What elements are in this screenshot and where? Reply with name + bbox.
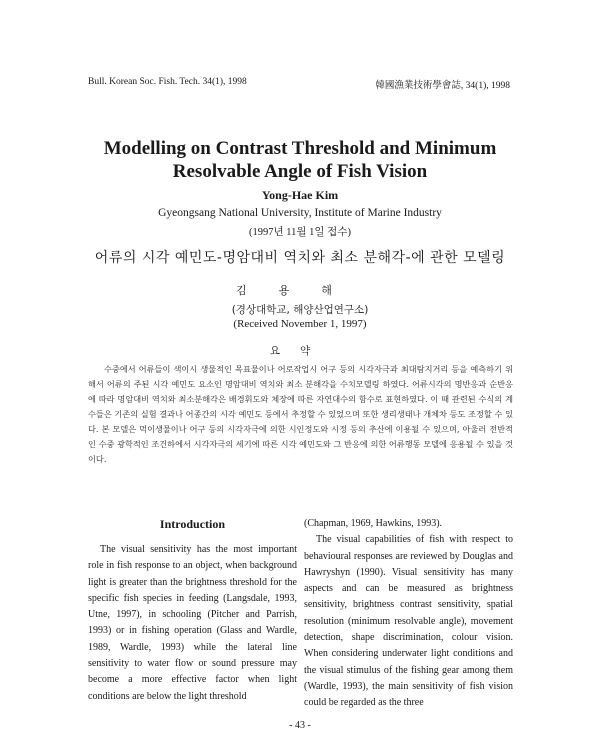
body-paragraph: The visual sensitivity has the most important role in fish response to an object, when background light is greater than the brightness threshold for the specific fish species in feeding (Langsdale, 1993, Utne, 1997), in schooling (Pitcher and Parrish, 1993) or in fishing operation (Glass and Wardle, 1989, Wardle, 1993) while the lateral line sensitivity to water flow or sound pressure may become a more effective factor when light conditions are below the light threshold: [88, 544, 297, 702]
received-date-korean: (1997년 11월 1일 접수): [249, 227, 351, 238]
body-column-left: [88, 516, 297, 705]
page-number: - 43 -: [289, 720, 311, 731]
body-paragraph: The visual capabilities of fish with respect to behavioural responses are reviewed by Douglas and Hawryshyn (1990). Visual sensitivity has many aspects and can be measured as brightness sensitivity, brightness contrast sensitivity, spatial resolution (minimum resolvable angle), movement detection, shape discrimination, colour vision. When considering underwater light conditions and the visual stimulus of the fishing gear among them (Wardle, 1993), the main sensitivity of fish vision could be regarded as the three: [304, 534, 513, 709]
body-paragraph-continued: (Chapman, 1969, Hawkins, 1993).: [304, 518, 443, 529]
abstract-heading: 요약: [269, 345, 331, 357]
author-affiliation: Gyeongsang National University, Institute of Marine Industry: [158, 207, 442, 219]
section-heading: Introduction: [159, 517, 226, 531]
received-date-english: (Received November 1, 1997): [233, 318, 367, 330]
body-column-right: [304, 516, 513, 712]
running-head-left: Bull. Korean Soc. Fish. Tech. 34(1), 1998: [88, 77, 247, 87]
author-name-korean: 김용해: [236, 284, 364, 297]
paper-title-korean: 어류의 시각 예민도-명암대비 역치와 최소 분해각-에 관한 모델링: [94, 250, 506, 266]
paper-title-line1: Modelling on Contrast Threshold and Minimum: [103, 138, 497, 159]
paper-title-line2: Resolvable Angle of Fish Vision: [172, 161, 428, 182]
paper-title: [60, 137, 540, 183]
abstract-text: 수중에서 어류들이 색이시 생물적인 목표물이나 어로작업시 어구 등의 시각자극과 최대탐지거리 등을 예측하기 위해서 어류의 주된 시각 예민도 요소인 명암대비 역치와 최소 분해각을 수치모델링 하였다. 어류시각의 명반응과 순반응에 따라 명암대비 역치와 최소분해각은 배경휘도와 체장에 따른 자연대수의 함수로 표현하였다. 이 때 관련된 수식의 계수들은 기존의 실험 결과나 어종간의 시각 예민도 등에서 추정할 수 있었으며 또한 생리생태나 개체차 등도 조정할 수 있다. 본 모델은 먹이생물이나 어구 등의 시각자극에 의한 시인정도와 시정 등의 추산에 이용될 수 있으며, 아울러 전반적인 수중 광학적인 조건하에서 시각자극의 세기에 따른 시각 예민도와 그 반응에 의한 어류행동 모델에 응용될 수 있을 것이다.: [88, 364, 513, 464]
author-name: Yong-Hae Kim: [261, 188, 339, 202]
running-head-right: 韓國漁業技術學會誌, 34(1), 1998: [375, 81, 510, 91]
author-affiliation-korean: (경상대학교, 해양산업연구소): [231, 304, 369, 316]
